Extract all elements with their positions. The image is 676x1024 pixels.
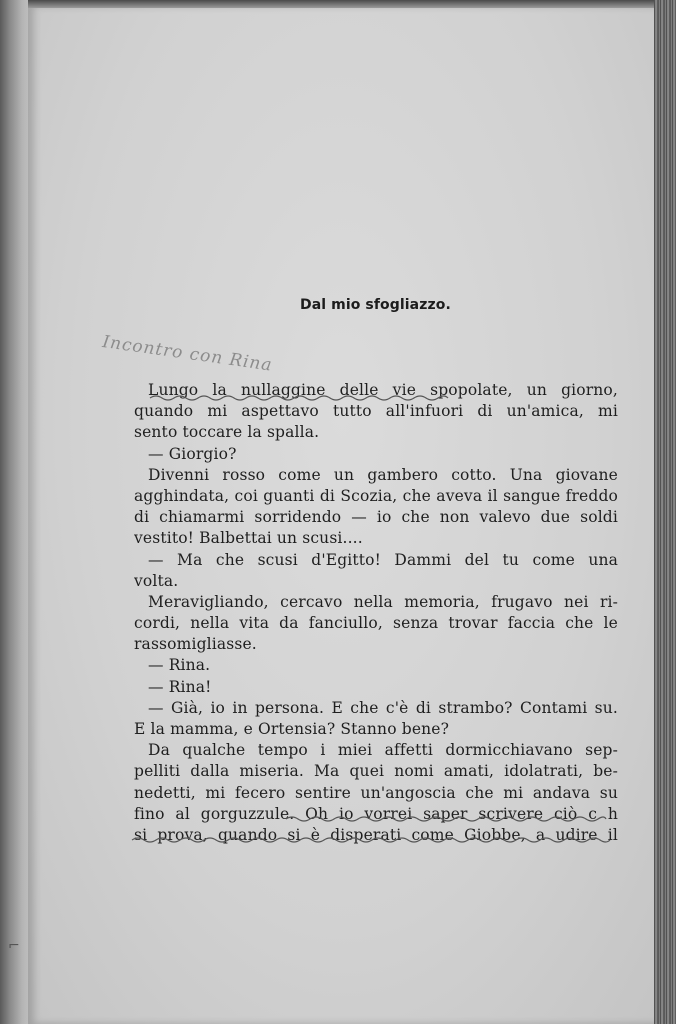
text-line: quando mi aspettavo tutto all'infuori di un'amica, mi — [134, 402, 618, 421]
text-line: sento toccare la spalla. — [134, 423, 320, 442]
text-line: nedetti, mi fecero sentire un'angoscia che mi andava su — [134, 783, 618, 802]
text-line: Da qualche tempo i miei affetti dormicchiavano sep- — [148, 741, 618, 760]
text-line: fino al gorguzzule. Oh io vorrei saper scrivere ciò c h — [134, 804, 618, 823]
book-page-stack-right — [654, 0, 676, 1024]
text-line: — Rina. — [148, 656, 211, 675]
text-line: Divenni rosso come un gambero cotto. Una giovane — [148, 465, 618, 484]
text-line: rassomigliasse. — [134, 635, 257, 654]
text-line: si prova, quando si è disperati come Giobbe, a udire il — [134, 825, 618, 844]
margin-mark: ⌐ — [8, 938, 20, 954]
text-line: — Ma che scusi d'Egitto! Dammi del tu come una — [148, 550, 618, 569]
text-line: pelliti dalla miseria. Ma quei nomi amati, idolatrati, be- — [134, 762, 618, 781]
text-line: — Già, io in persona. E che c'è di strambo? Contami su. — [148, 698, 618, 717]
page-top-edge — [28, 0, 656, 8]
text-line: — Giorgio? — [148, 444, 237, 463]
body-text — [134, 380, 618, 846]
text-line: E la mamma, e Ortensia? Stanno bene? — [134, 720, 450, 738]
text-line: — Rina! — [148, 677, 212, 696]
text-line: cordi, nella vita da fanciullo, senza trovar faccia che le — [134, 614, 618, 633]
text-line: Lungo la nullaggine delle vie spopolate, un giorno, — [148, 381, 618, 399]
text-line: volta. — [134, 571, 179, 590]
text-line: vestito! Balbettai un scusi.... — [134, 529, 363, 548]
chapter-title: Dal mio sfogliazzo. — [300, 297, 451, 313]
text-line: di chiamarmi sorridendo — io che non valevo due soldi — [134, 508, 618, 527]
text-line: Meravigliando, cercavo nella memoria, frugavo nei ri- — [148, 592, 618, 611]
handwritten-annotation: Incontro con Rina — [101, 332, 274, 376]
text-line: agghindata, coi guanti di Scozia, che aveva il sangue freddo — [134, 486, 618, 505]
